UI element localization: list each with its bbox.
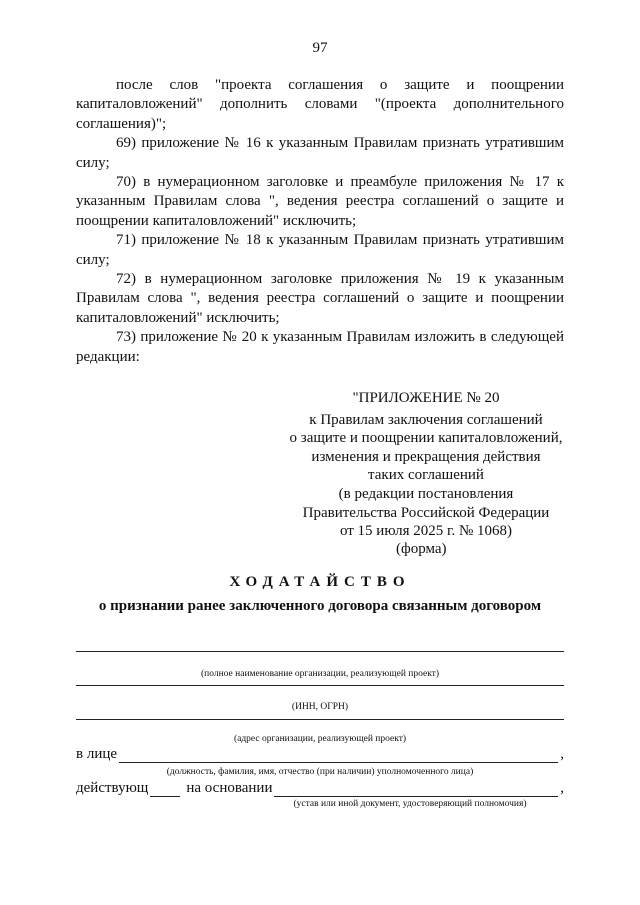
acting-label: действующ — [76, 780, 149, 796]
org-name-caption: (полное наименование организации, реализующей проект) — [200, 669, 439, 679]
acting-ending-field[interactable] — [150, 782, 180, 797]
appendix-line: Правительства Российской Федерации — [302, 504, 550, 521]
inn-field[interactable] — [76, 685, 564, 686]
person-label: в лице — [76, 746, 118, 762]
page-number: 97 — [312, 40, 328, 56]
basis-comma: , — [560, 780, 564, 796]
appendix-line: от 15 июля 2025 г. № 1068) — [339, 523, 513, 540]
basis-caption: (устав или иной документ, удостоверяющий полномочия) — [293, 799, 527, 809]
appendix-line: (в редакции постановления — [338, 485, 514, 502]
paragraph: 72) в нумерационном заголовке приложения № 19 к указанным Правилам слова ", ведения реестра соглашений о защите и поощрении капиталовложений" исключить; — [76, 271, 564, 326]
address-caption: (адрес организации, реализующей проект) — [233, 734, 407, 744]
paragraph: 73) приложение № 20 к указанным Правилам изложить в следующей редакции: — [76, 329, 564, 365]
basis-field[interactable] — [274, 782, 558, 797]
form-mark: (форма) — [396, 541, 447, 557]
person-row — [76, 746, 564, 763]
appendix-line: таких соглашений — [368, 467, 484, 484]
body-text — [76, 76, 564, 367]
appendix-line: о защите и поощрении капиталовложений, — [289, 430, 563, 447]
paragraph: 70) в нумерационном заголовке и преамбуле приложения № 17 к указанным Правилам слова ", ведения реестра соглашений о защите и поощрении капиталовложений" исключить; — [76, 174, 564, 229]
paragraph: 69) приложение № 16 к указанным Правилам признать утратившим силу; — [76, 135, 564, 171]
inn-caption: (ИНН, ОГРН) — [291, 702, 349, 712]
document-title: ХОДАТАЙСТВО — [229, 574, 411, 590]
basis-row — [76, 780, 564, 797]
person-caption: (должность, фамилия, имя, отчество (при наличии) уполномоченного лица) — [166, 767, 474, 777]
appendix-header — [270, 389, 582, 541]
paragraph: после слов "проекта соглашения о защите и поощрении капиталовложений" дополнить словами "(проекта дополнительного соглашения)"; — [76, 77, 564, 132]
appendix-line: изменения и прекращения действия — [311, 448, 541, 465]
person-field[interactable] — [119, 748, 558, 763]
basis-label: на основании — [186, 780, 273, 796]
appendix-line: к Правилам заключения соглашений — [309, 411, 543, 428]
appendix-heading: "ПРИЛОЖЕНИЕ № 20 — [352, 390, 500, 406]
paragraph: 71) приложение № 18 к указанным Правилам признать утратившим силу; — [76, 232, 564, 268]
document-subtitle: о признании ранее заключенного договора связанным договором — [98, 598, 542, 614]
person-comma: , — [560, 746, 564, 762]
address-field[interactable] — [76, 719, 564, 720]
org-name-field[interactable] — [76, 651, 564, 652]
